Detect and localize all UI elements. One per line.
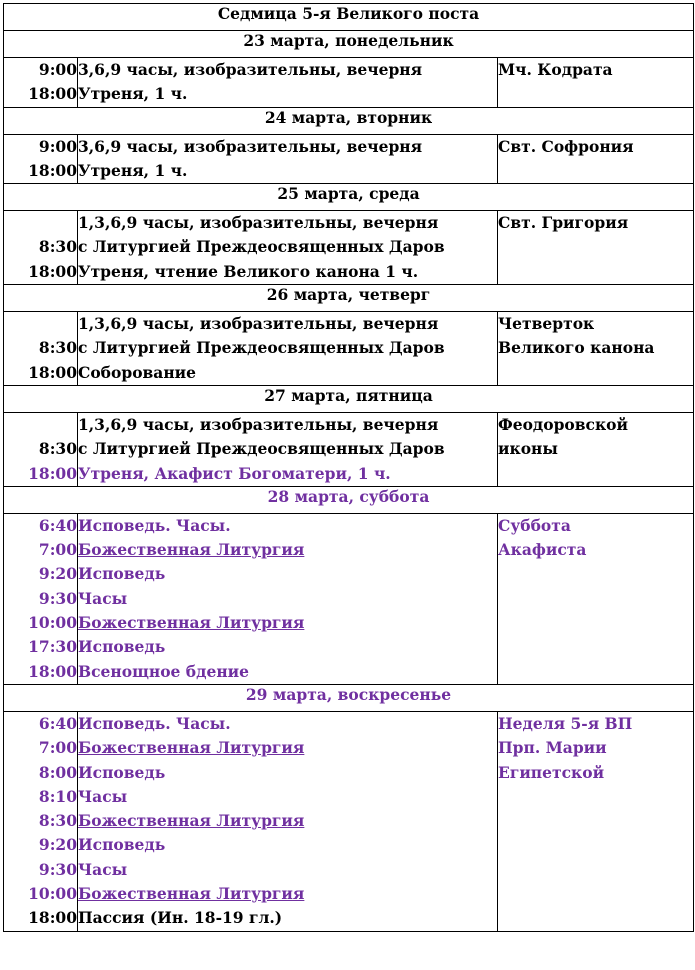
- services-cell: [78, 211, 498, 285]
- service-description: Исповедь: [78, 637, 166, 657]
- commemoration-cell: [498, 58, 694, 108]
- day-services-row: [4, 312, 694, 386]
- time-spacer: [4, 211, 77, 235]
- service-time: 9:20: [38, 564, 77, 584]
- times-cell: [4, 211, 78, 285]
- service-description: Утреня, Акафист Богоматери, 1 ч.: [78, 463, 391, 483]
- services-cell: [78, 412, 498, 486]
- service-time: 8:30: [38, 338, 77, 358]
- service-description: [78, 809, 497, 833]
- service-time: 10:00: [28, 613, 77, 633]
- service-time: 18:00: [28, 362, 77, 382]
- day-services-row: [4, 711, 694, 931]
- commemoration-line: Свт. Софрония: [498, 136, 634, 156]
- services-cell: [78, 134, 498, 184]
- day-date: 27 марта, пятница: [4, 385, 694, 412]
- service-time: 8:30: [38, 237, 77, 257]
- commemoration-line: Феодоровской: [498, 414, 628, 434]
- service-time: 18:00: [28, 160, 77, 180]
- service-time: 8:10: [38, 786, 77, 806]
- service-description: Исповедь. Часы.: [78, 713, 231, 733]
- commemoration-cell: [498, 513, 694, 684]
- service-time: 6:40: [38, 713, 77, 733]
- services-cell: [78, 58, 498, 108]
- commemoration-line: Четверток: [498, 314, 595, 334]
- service-description: Утреня, 1 ч.: [78, 84, 188, 104]
- service-time: 18:00: [28, 661, 77, 681]
- day-date: 28 марта, суббота: [4, 486, 694, 513]
- times-cell: [4, 513, 78, 684]
- times-cell: [4, 58, 78, 108]
- service-time: 18:00: [28, 908, 77, 928]
- commemoration-line: Суббота: [498, 515, 571, 535]
- service-time: 8:00: [38, 762, 77, 782]
- schedule-table: [3, 3, 694, 932]
- service-description: с Литургией Преждеосвященных Даров: [78, 439, 445, 459]
- service-time: 18:00: [28, 84, 77, 104]
- day-header-row: [4, 385, 694, 412]
- commemoration-line: Акафиста: [498, 540, 587, 560]
- service-time: 9:30: [38, 588, 77, 608]
- day-header-row: [4, 107, 694, 134]
- service-description: Утреня, 1 ч.: [78, 160, 188, 180]
- service-time: 9:00: [38, 136, 77, 156]
- service-time: 8:30: [38, 811, 77, 831]
- service-time: 7:00: [38, 738, 77, 758]
- service-description-text: Божественная Литургия: [78, 811, 305, 831]
- service-time: 18:00: [28, 463, 77, 483]
- day-header-row: [4, 31, 694, 58]
- time-spacer: [4, 413, 77, 437]
- services-cell: [78, 513, 498, 684]
- day-date: 24 марта, вторник: [4, 107, 694, 134]
- service-description: Пассия (Ин. 18-19 гл.): [78, 908, 283, 928]
- service-time: 9:30: [38, 859, 77, 879]
- service-description: 3,6,9 часы, изобразительны, вечерня: [78, 136, 423, 156]
- commemoration-line: Великого канона: [498, 338, 655, 358]
- commemoration-line: Неделя 5-я ВП: [498, 713, 633, 733]
- times-cell: [4, 134, 78, 184]
- service-description: Соборование: [78, 362, 197, 382]
- day-header-row: [4, 684, 694, 711]
- times-cell: [4, 312, 78, 386]
- service-time: 8:30: [38, 439, 77, 459]
- service-description: 1,3,6,9 часы, изобразительны, вечерня: [78, 213, 439, 233]
- service-time: 17:30: [28, 637, 77, 657]
- service-description: [78, 611, 497, 635]
- commemoration-cell: [498, 711, 694, 931]
- schedule-title: Седмица 5-я Великого поста: [4, 4, 694, 31]
- title-row: [4, 4, 694, 31]
- service-description: Исповедь. Часы.: [78, 515, 231, 535]
- service-description: Исповедь: [78, 835, 166, 855]
- service-time: 9:00: [38, 60, 77, 79]
- service-description: Часы: [78, 859, 128, 879]
- service-description: Утреня, чтение Великого канона 1 ч.: [78, 261, 419, 281]
- day-date: 23 марта, понедельник: [4, 31, 694, 58]
- time-spacer: [4, 312, 77, 336]
- times-cell: [4, 711, 78, 931]
- service-time: 9:20: [38, 835, 77, 855]
- service-time: 7:00: [38, 540, 77, 560]
- day-header-row: [4, 184, 694, 211]
- service-description: 1,3,6,9 часы, изобразительны, вечерня: [78, 414, 439, 434]
- schedule-body: [4, 4, 694, 932]
- service-description: с Литургией Преждеосвященных Даров: [78, 338, 445, 358]
- commemoration-cell: [498, 312, 694, 386]
- service-description: Всенощное бдение: [78, 661, 250, 681]
- day-header-row: [4, 285, 694, 312]
- commemoration-line: Прп. Марии: [498, 738, 607, 758]
- times-cell: [4, 412, 78, 486]
- service-description: [78, 882, 497, 906]
- service-description: Часы: [78, 588, 128, 608]
- service-description: [78, 736, 497, 760]
- commemoration-line: иконы: [498, 439, 558, 459]
- commemoration-cell: [498, 211, 694, 285]
- service-description-text: Божественная Литургия: [78, 884, 305, 904]
- service-description-text: Божественная Литургия: [78, 738, 305, 758]
- service-description: Часы: [78, 786, 128, 806]
- service-description: с Литургией Преждеосвященных Даров: [78, 237, 445, 257]
- commemoration-cell: [498, 134, 694, 184]
- services-cell: [78, 711, 498, 931]
- day-date: 25 марта, среда: [4, 184, 694, 211]
- day-services-row: [4, 211, 694, 285]
- day-services-row: [4, 412, 694, 486]
- day-services-row: [4, 134, 694, 184]
- commemoration-line: Египетской: [498, 762, 605, 782]
- day-services-row: [4, 513, 694, 684]
- service-description: 1,3,6,9 часы, изобразительны, вечерня: [78, 314, 439, 334]
- service-description: [78, 538, 497, 562]
- service-time: 18:00: [28, 261, 77, 281]
- commemoration-line: Свт. Григория: [498, 213, 629, 233]
- day-date: 26 марта, четверг: [4, 285, 694, 312]
- service-description: Исповедь: [78, 762, 166, 782]
- service-description-text: Божественная Литургия: [78, 613, 305, 633]
- commemoration-cell: [498, 412, 694, 486]
- day-date: 29 марта, воскресенье: [4, 684, 694, 711]
- service-time: 10:00: [28, 884, 77, 904]
- service-description-text: Божественная Литургия: [78, 540, 305, 560]
- day-header-row: [4, 486, 694, 513]
- services-cell: [78, 312, 498, 386]
- service-description: Исповедь: [78, 564, 166, 584]
- day-services-row: [4, 58, 694, 108]
- commemoration-line: Мч. Кодрата: [498, 60, 613, 79]
- service-time: 6:40: [38, 515, 77, 535]
- service-description: 3,6,9 часы, изобразительны, вечерня: [78, 60, 423, 79]
